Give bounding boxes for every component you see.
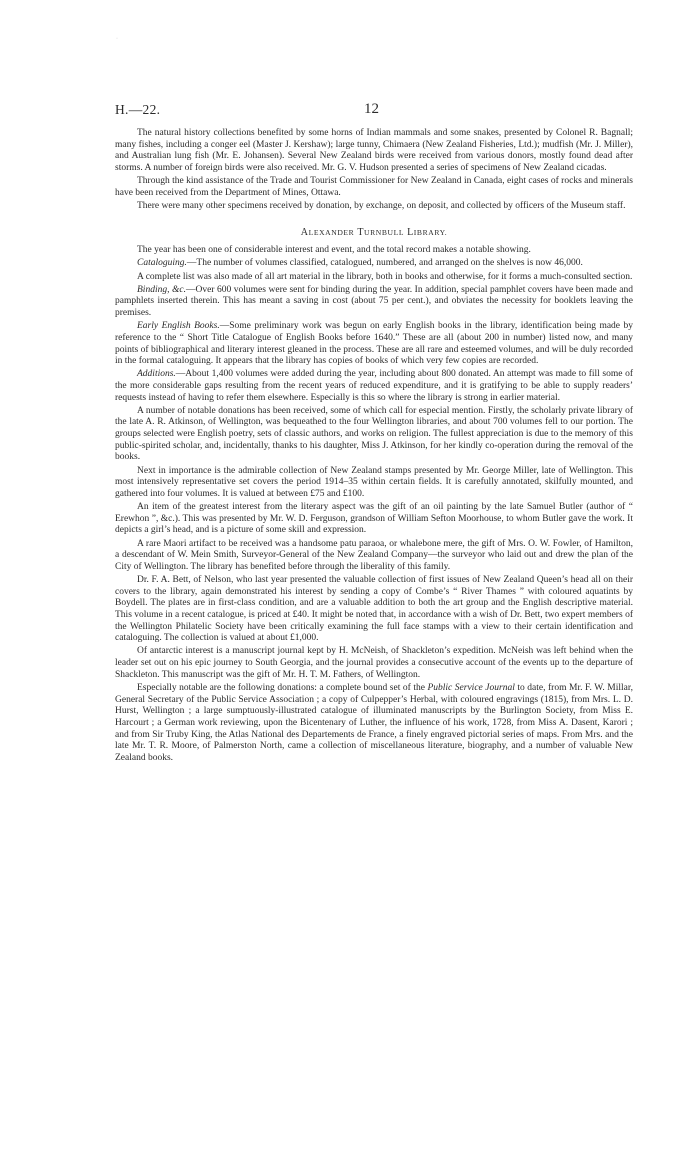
paragraph: A complete list was also made of all art material in the library, both in books and otherwise, for it forms a much-consulted section. xyxy=(137,271,633,282)
paragraph-additions: Additions.—About 1,400 volumes were added during the year, including about 800 donated. An attempt was made to fill some of the more considerable gaps resulting from the recent years of reduced expenditure, and it is gratifying to be able to supply readers’ requests instead of having to refer them elsewhere. Especially is this so where the library is strong in earlier material. xyxy=(115,369,633,403)
paragraph: Next in importance is the admirable collection of New Zealand stamps presented by Mr. George Miller, late of Wellington. This most intensively representative set covers the period 1914–35 within certain fields. It is carefully annotated, skilfully mounted, and gathered into four volumes. It is valued at between £75 and £100. xyxy=(115,465,633,499)
paragraph: An item of the greatest interest from the literary aspect was the gift of an oil painting by the late Samuel Butler (author of “ Erewhon ”, &c.). This was presented by Mr. W. D. Ferguson, grandson of William Sefton Moorhouse, to whom Butler gave the work. It depicts a girl’s head, and is a picture of some skill and expression. xyxy=(115,502,633,536)
scan-mark: · xyxy=(116,36,118,42)
paragraph: Through the kind assistance of the Trade and Tourist Commissioner for New Zealand in Canada, eight cases of rocks and minerals have been received from the Department of Mines, Ottawa. xyxy=(115,176,633,198)
paragraph-cataloguing: Cataloguing.—The number of volumes classified, catalogued, numbered, and arranged on the shelves is now 46,000. xyxy=(137,258,583,269)
paragraph-early-english-books: Early English Books.—Some preliminary work was begun on early English books in the library, identification being made by reference to the “ Short Title Catalogue of English Books before 1640.” These are all (about 200 in number) listed now, and many points of bibliographical and literary interest gleaned in the process. These are all rare and esteemed volumes, and will be duly recorded in the formal cataloguing. It appears that the library has copies of books of which very few copies are recorded. xyxy=(115,321,634,367)
section-heading: ALEXANDER TURNBULL LIBRARY. xyxy=(300,226,448,238)
paragraph: Dr. F. A. Bett, of Nelson, who last year presented the valuable collection of first issues of New Zealand Queen’s head all on their covers to the library, again demonstrated his interest by sending a copy of Combe’s “ River Thames ” with coloured aquatints by Boydell. The plates are in first-class condition, and are a valuable addition to both the art group and the English descriptive material. This volume in a recent catalogue, is priced at £40. It might be noted that, in accordance with a wish of Dr. Bett, two expert members of the Wellington Philatelic Society have been critically examining the full face stamps with a view to their certain identification and cataloguing. The collection is valued at about £1,000. xyxy=(115,574,633,644)
paragraph-notable-donations: Especially notable are the following donations: a complete bound set of the Public Service Journal to date, from Mr. F. W. Millar, General Secretary of the Public Service Association ; a copy of Culpepper’s Herbal, with coloured engravings (1815), from Mrs. L. D. Hurst, Wellington ; a large sumptuously-illustrated catalogue of illuminated manuscripts by the Burlington Society, from Miss E. Harcourt ; a German work reviewing, upon the Bicentenary of Luther, the influence of his work, 1728, from Miss A. Dasent, Karori ; and from Sir Truby King, the Atlas National des Departements de France, a finely engraved pictorial series of maps. From Mrs. and the late Mr. T. R. Moore, of Palmerston North, came a collection of miscellaneous literature, biography, and a number of valuable New Zealand books. xyxy=(115,682,633,763)
paragraph: Of antarctic interest is a manuscript journal kept by H. McNeish, of Shackleton’s expedition. McNeish was left behind when the leader set out on his epic journey to South Georgia, and the journal provides a consecutive account of the events up to the departure of Shackleton. This manuscript was the gift of Mr. H. T. M. Fathers, of Wellington. xyxy=(115,646,633,680)
paragraph: There were many other specimens received by donation, by exchange, on deposit, and collected by officers of the Museum staff. xyxy=(137,200,626,211)
paragraph: A number of notable donations has been received, some of which call for especial mention. Firstly, the scholarly private library of the late A. R. Atkinson, of Wellington, was bequeathed to the four Wellington libraries, and about 700 volumes fell to our portion. The groups selected were English poetry, sets of classic authors, and works on religion. The fullest appreciation is due to the memory of this public-spirited scholar, and, incidentally, thanks to his daughter, Miss J. Atkinson, for her kindly co-operation during the removal of the books. xyxy=(115,405,633,463)
page-body xyxy=(115,128,633,766)
paragraph: The year has been one of considerable interest and event, and the total record makes a notable showing. xyxy=(137,245,531,256)
paragraph-binding: Binding, &c.—Over 600 volumes were sent for binding during the year. In addition, special pamphlet covers have been made and pamphlets inserted therein. This has meant a saving in cost (about 75 per cent.), and obviates the necessity for booklets leaving the premises. xyxy=(115,284,633,319)
page-header xyxy=(115,102,633,118)
paragraph: The natural history collections benefited by some horns of Indian mammals and some snakes, presented by Colonel R. Bagnall; many fishes, including a conger eel (Master J. Kershaw); large tunny, Chimaera (New Zealand Fisheries, Ltd.); mudfish (Mr. J. Miller), and Australian lung fish (Mr. E. Johansen). Several New Zealand birds were received from various donors, mostly found dead after storms. A number of foreign birds were also received. Mr. G. V. Hudson presented a series of specimens of New Zealand cicadas. xyxy=(115,128,633,173)
document-reference: H.—22. xyxy=(115,102,161,117)
paragraph: A rare Maori artifact to be received was a handsome patu paraoa, or whalebone mere, the gift of Mrs. O. W. Fowler, of Hamilton, a descendant of W. Mein Smith, Surveyor-General of the New Zealand Company—the surveyor who laid out and drew the plan of the City of Wellington. The library has benefited before through the liberality of this family. xyxy=(115,538,633,572)
page-number: 12 xyxy=(364,101,379,117)
